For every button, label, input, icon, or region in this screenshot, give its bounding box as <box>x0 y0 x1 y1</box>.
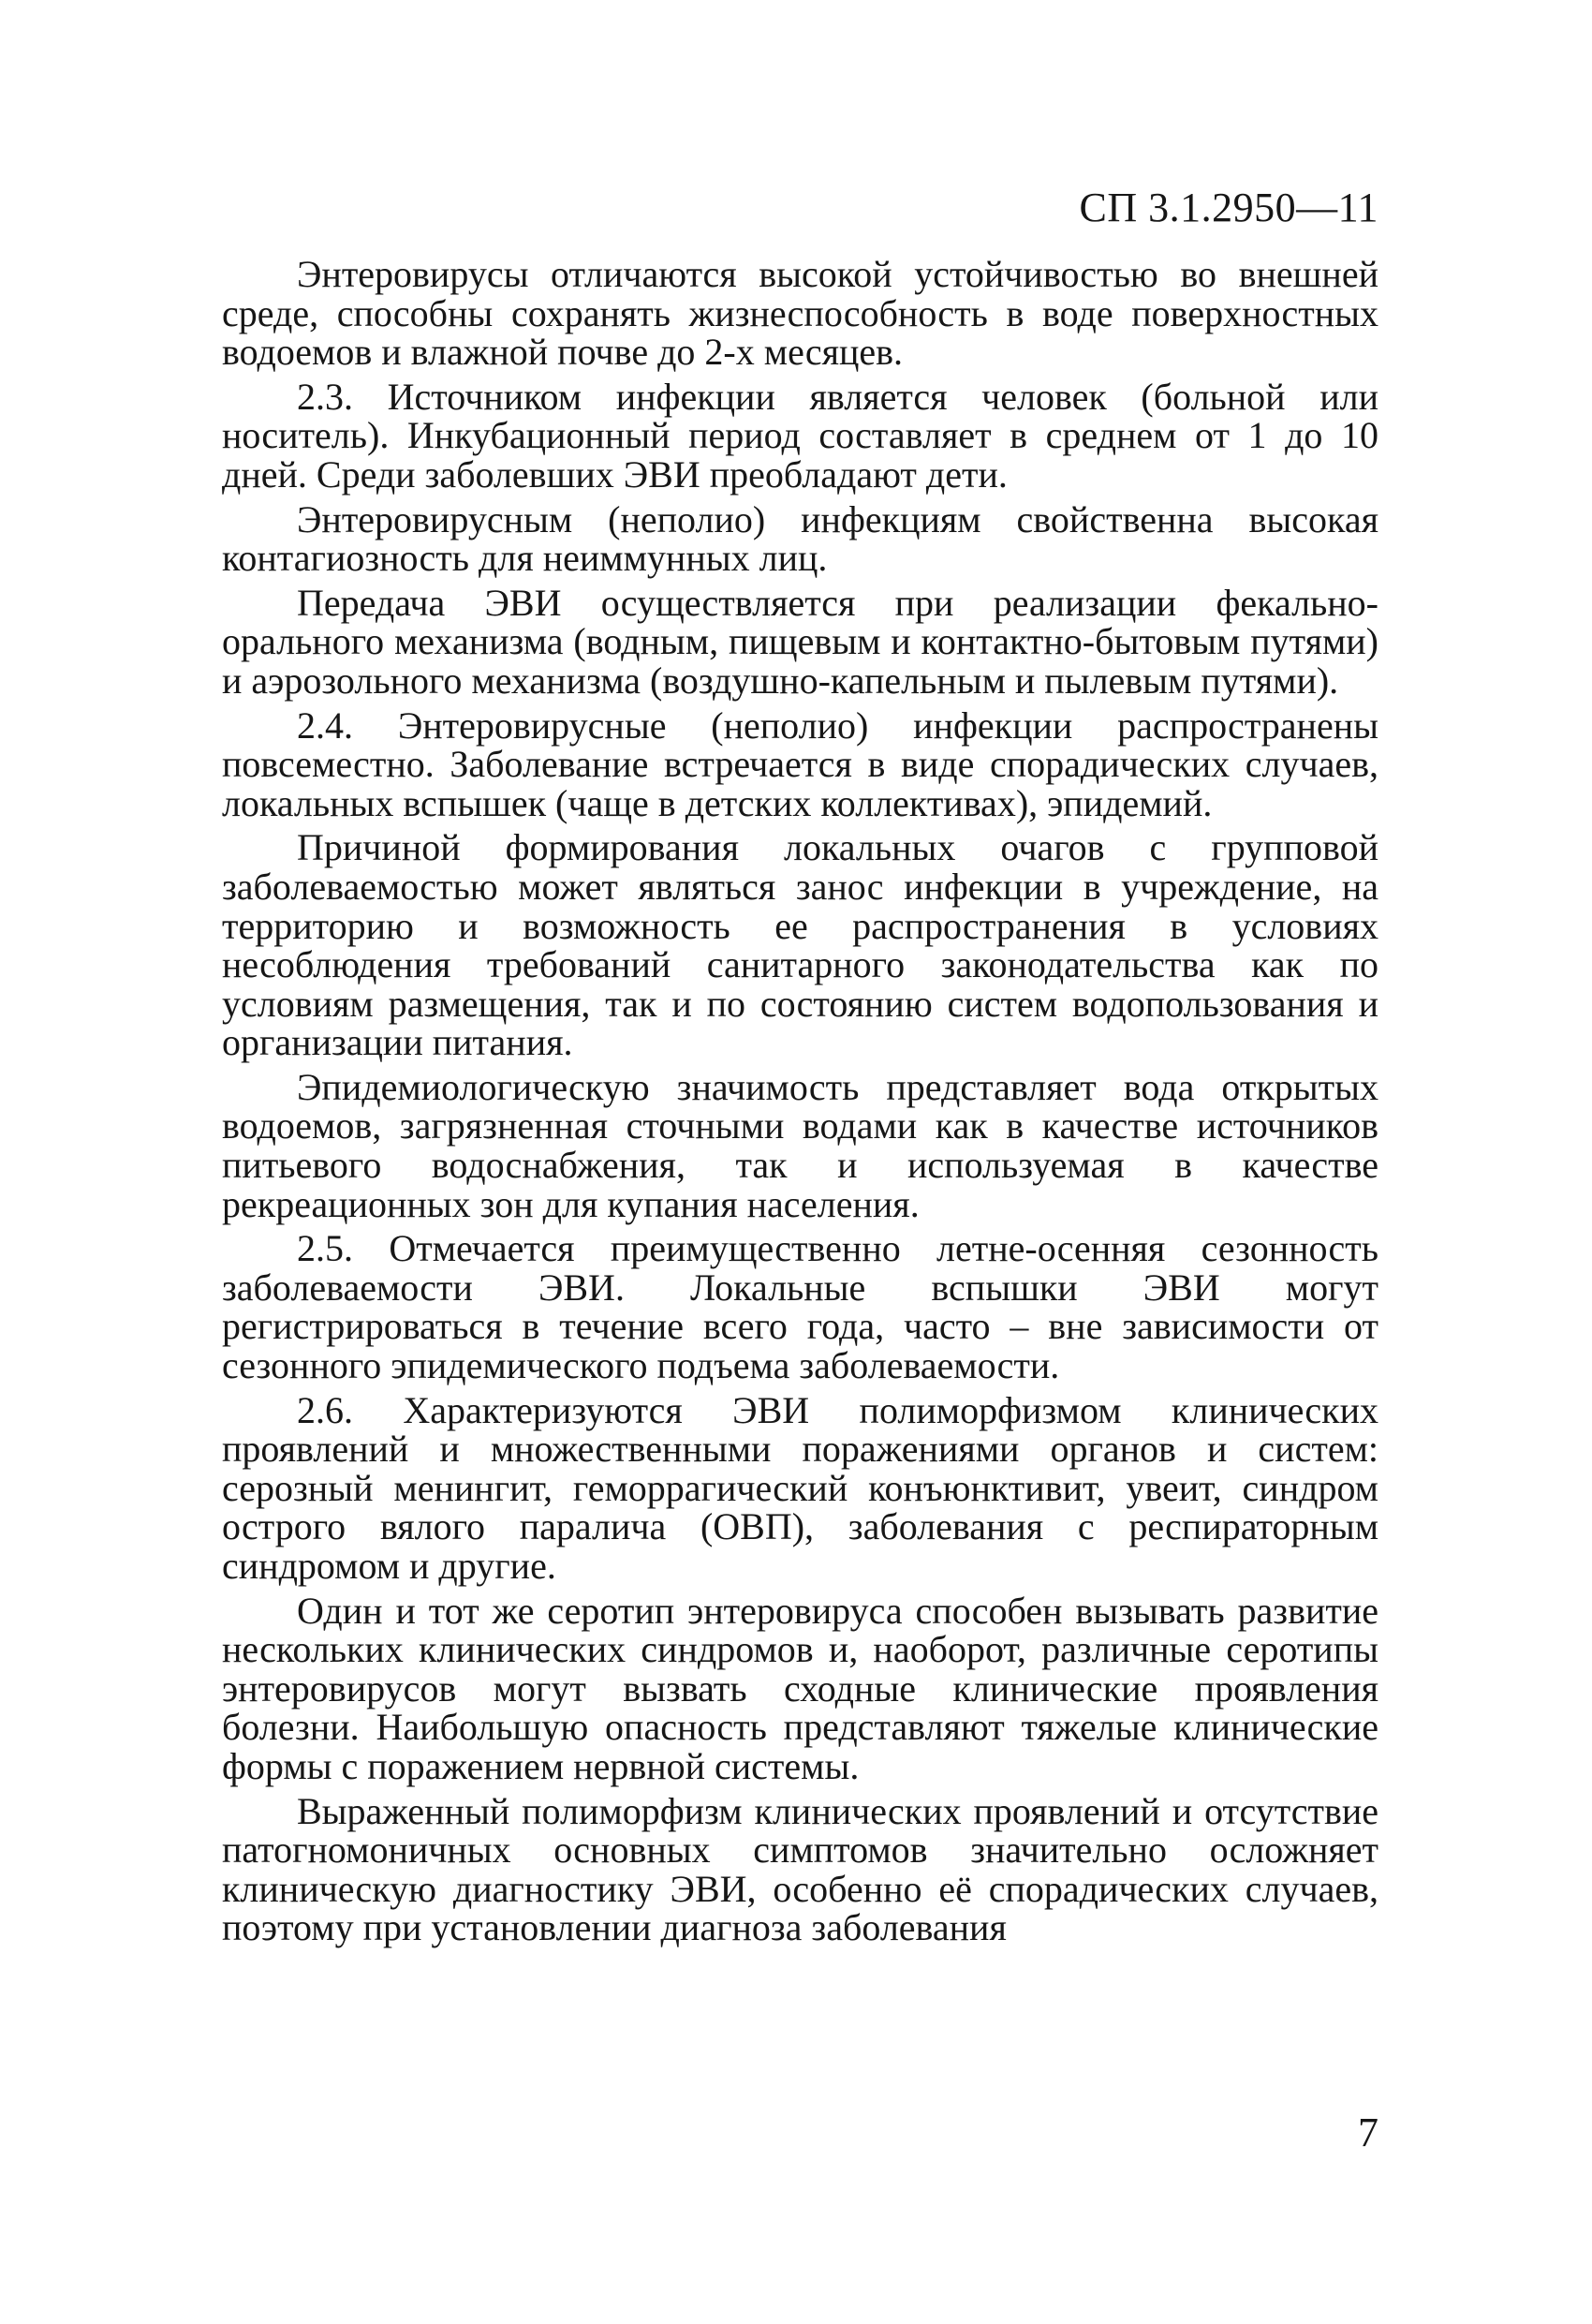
paragraph: Энтеровирусным (неполио) инфекциям свойственна высокая контагиозность для неиммунных лиц. <box>222 497 1378 580</box>
paragraph: Выраженный полиморфизм клинических проявлений и отсутствие патогномоничных основных симптомов значительно осложняет клиническую диагностику ЭВИ, особенно её спорадических случаев, поэтому при установлении диагноза заболевания <box>222 1789 1378 1949</box>
paragraph: Один и тот же серотип энтеровируса способен вызывать развитие нескольких клинических синдромов и, наоборот, различные серотипы энтеровирусов могут вызвать сходные клинические проявления болезни. Наибольшую опасность представляют тяжелые клинические формы с поражением нервной системы. <box>222 1589 1378 1787</box>
paragraph: 2.3. Источником инфекции является человек (больной или носитель). Инкубационный период составляет в среднем от 1 до 10 дней. Среди заболевших ЭВИ преобладают дети. <box>222 375 1378 496</box>
paragraph: 2.4. Энтеровирусные (неполио) инфекции распространены повсеместно. Заболевание встречается в виде спорадических случаев, локальных вспышек (чаще в детских коллективах), эпидемий. <box>222 703 1378 824</box>
paragraph: 2.6. Характеризуются ЭВИ полиморфизмом клинических проявлений и множественными поражениями органов и систем: серозный менингит, геморрагический конъюнктивит, увеит, синдром острого вялого паралича (ОВП), заболевания с респираторным синдромом и другие. <box>222 1388 1378 1587</box>
paragraph: Энтеровирусы отличаются высокой устойчивостью во внешней среде, способны сохранять жизнеспособность в воде поверхностных водоемов и влажной почве до 2-х месяцев. <box>222 253 1378 374</box>
paragraph: 2.5. Отмечается преимущественно летне-осенняя сезонность заболеваемости ЭВИ. Локальные вспышки ЭВИ могут регистрироваться в течение всего года, часто – вне зависимости от сезонного эпидемического подъема заболеваемости. <box>222 1227 1378 1387</box>
paragraph: Передача ЭВИ осуществляется при реализации фекально-орального механизма (водным, пищевым и контактно-бытовым путями) и аэрозольного механизма (воздушно-капельным и пылевым путями). <box>222 581 1378 702</box>
paragraph: Причиной формирования локальных очагов с групповой заболеваемостью может являться занос инфекции в учреждение, на территорию и возможность ее распространения в условиях несоблюдения требований санитарного законодательства как по условиям размещения, так и по состоянию систем водопользования и организации питания. <box>222 826 1378 1064</box>
page-number: 7 <box>1358 2109 1378 2155</box>
document-code: СП 3.1.2950—11 <box>1079 185 1378 230</box>
paragraph: Эпидемиологическую значимость представляет вода открытых водоемов, загрязненная сточными водами как в качестве источников питьевого водоснабжения, так и используемая в качестве рекреационных зон для купания населения. <box>222 1065 1378 1225</box>
document-body <box>222 255 1378 1953</box>
